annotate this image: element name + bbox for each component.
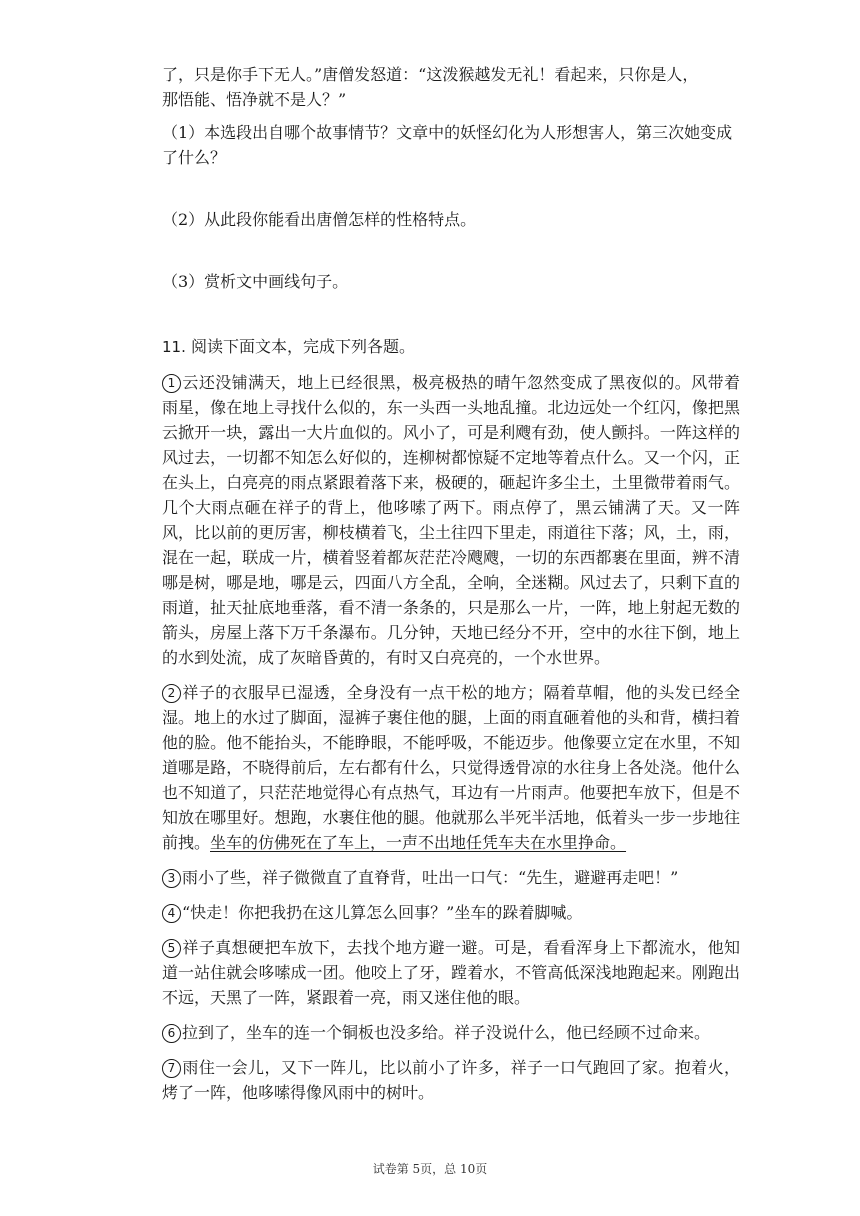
paragraph-7 [162,1055,740,1105]
intro-passage [162,62,740,112]
paragraph-2 [162,680,740,855]
intro-line-2: 那悟能、悟净就不是人？” [162,90,347,109]
paragraph-marker-3: 3 [162,869,181,888]
document-page [162,62,740,1115]
paragraph-text-6: 拉到了，坐车的连一个铜板也没多给。祥子没说什么，他已经顾不过命来。 [182,1023,711,1042]
page-footer: 试卷第 5页，总 10页 [372,1162,488,1176]
paragraph-3 [162,865,740,890]
question-2: （2）从此段你能看出唐僧怎样的性格特点。 [162,210,477,229]
question-3: （3）赏析文中画线句子。 [162,272,349,291]
paragraph-text-5: 祥子真想硬把车放下，去找个地方避一避。可是，看看浑身上下都流水，他知道一站住就会哆嗦成一团。他咬上了牙，蹚着水，不管高低深浅地跑起来。刚跑出不远，天黑了一阵，紧跟着一亮，雨又迷住他的眼。 [162,938,740,1007]
paragraph-marker-2: 2 [162,684,181,703]
answer-space-3 [162,294,740,334]
section-instruction: 阅读下面文本，完成下列各题。 [185,337,415,356]
intro-line-1: 了，只是你手下无人。”唐僧发怒道：“这泼猴越发无礼！看起来，只你是人， [162,65,699,84]
underlined-sentence: 坐车的仿佛死在了车上，一声不出地任凭车夫在水里挣命。 [210,833,627,852]
paragraph-6 [162,1020,740,1045]
paragraph-1 [162,370,740,670]
paragraph-5 [162,935,740,1010]
paragraph-marker-5: 5 [162,939,181,958]
paragraph-marker-4: 4 [162,904,181,923]
answer-space-1 [162,170,740,207]
section-heading [162,334,740,360]
paragraph-text-3: 雨小了些，祥子微微直了直脊背，吐出一口气：“先生，避避再走吧！” [182,868,679,887]
paragraph-text-2: 祥子的衣服早已湿透，全身没有一点干松的地方；隔着草帽，他的头发已经全湿。地上的水过了脚面，湿裤子裹住他的腿，上面的雨直砸着他的头和背，横扫着他的脸。他不能抬头，不能睁眼，不能呼吸，不能迈步。他像要立定在水里，不知道哪是路，不晓得前后，左右都有什么，只觉得透骨凉的水往身上各处浇。他什么也不知道了，只茫茫地觉得心有点热气，耳边有一片雨声。他要把车放下，但是不知放在哪里好。想跑，水裹住他的腿。他就那么半死半活地，低着头一步一步地往前拽。 [162,683,740,852]
paragraph-text-1: 云还没铺满天，地上已经很黑，极亮极热的晴午忽然变成了黑夜似的。风带着雨星，像在地上寻找什么似的，东一头西一头地乱撞。北边远处一个红闪，像把黑云掀开一块，露出一大片血似的。风小了，可是利飕有劲，使人颤抖。一阵这样的风过去，一切都不知怎么好似的，连柳树都惊疑不定地等着点什么。又一个闪，正在头上，白亮亮的雨点紧跟着落下来，极硬的，砸起许多尘土，土里微带着雨气。几个大雨点砸在祥子的背上，他哆嗦了两下。雨点停了，黑云铺满了天。又一阵风，比以前的更厉害，柳枝横着飞，尘土往四下里走，雨道往下落；风，土，雨，混在一起，联成一片，横着竖着都灰茫茫冷飕飕，一切的东西都裹在里面，辨不清哪是树，哪是地，哪是云，四面八方全乱，全响，全迷糊。风过去了，只剩下直的雨道，扯天扯底地垂落，看不清一条条的，只是那么一片，一阵，地上射起无数的箭头，房屋上落下万千条瀑布。几分钟，天地已经分不开，空中的水往下倒，地上的水到处流，成了灰暗昏黄的，有时又白亮亮的，一个水世界。 [162,373,740,667]
question-1: （1）本选段出自哪个故事情节？文章中的妖怪幻化为人形想害人，第三次她变成了什么？ [162,123,733,167]
paragraph-marker-1: 1 [162,374,181,393]
paragraph-4 [162,900,740,925]
paragraph-text-7: 雨住一会儿，又下一阵儿，比以前小了许多，祥子一口气跑回了家。抱着火，烤了一阵，他哆嗦得像风雨中的树叶。 [162,1058,740,1102]
paragraph-text-4: “快走！你把我扔在这儿算怎么回事？”坐车的跺着脚喊。 [182,903,583,922]
answer-space-2 [162,232,740,269]
paragraph-marker-6: 6 [162,1024,181,1043]
paragraph-marker-7: 7 [162,1059,181,1078]
section-number: 11. [162,338,186,356]
